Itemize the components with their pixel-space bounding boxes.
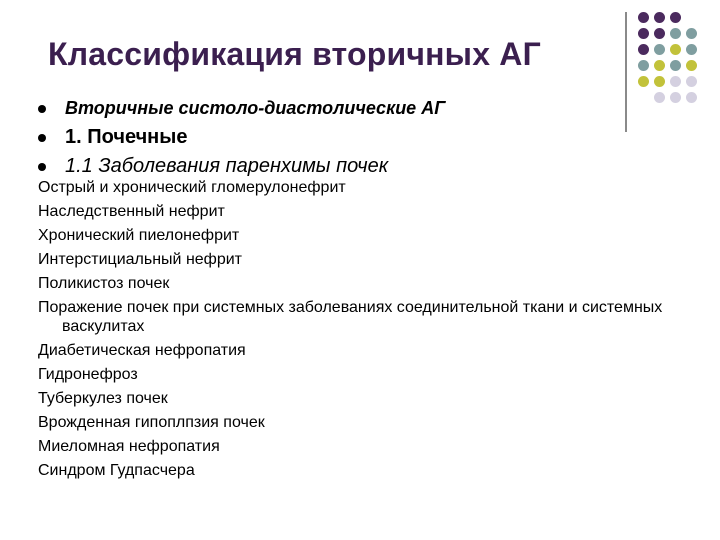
decorative-dot	[638, 28, 649, 39]
decorative-dot-grid	[638, 12, 697, 103]
decorative-dot	[654, 76, 665, 87]
bullet-item	[38, 94, 698, 123]
bullet-icon	[38, 134, 46, 142]
decorative-dot	[686, 12, 697, 23]
bullet-list	[38, 94, 698, 181]
decorative-dot	[686, 76, 697, 87]
decorative-dot	[686, 44, 697, 55]
decorative-dot	[686, 28, 697, 39]
bullet-secondary-ag: Вторичные систоло-диастолические АГ	[65, 98, 446, 118]
list-item: Интерстициальный нефрит	[38, 251, 242, 268]
decorative-dot	[670, 60, 681, 71]
decorative-dot	[638, 76, 649, 87]
decorative-dot	[654, 60, 665, 71]
list-item: Синдром Гудпасчера	[38, 462, 195, 479]
decorative-dot	[638, 60, 649, 71]
bullet-icon	[38, 163, 46, 171]
list-item: Наследственный нефрит	[38, 203, 225, 220]
bullet-parenchymal: 1.1 Заболевания паренхимы почек	[65, 155, 389, 177]
bullet-item	[38, 152, 698, 181]
decorative-dot	[670, 12, 681, 23]
decorative-dot	[654, 28, 665, 39]
bullet-renal: 1. Почечные	[65, 126, 188, 148]
decorative-dot	[654, 12, 665, 23]
bullet-item	[38, 123, 698, 152]
decorative-dot	[638, 44, 649, 55]
decorative-dot	[654, 44, 665, 55]
list-item: Хронический пиелонефрит	[38, 227, 240, 244]
list-item: Врожденная гипоплпзия почек	[38, 414, 265, 431]
list-item: Миеломная нефропатия	[38, 438, 220, 455]
decorative-dot	[670, 28, 681, 39]
list-item: Поражение почек при системных заболеваниях соединительной ткани и системных васкулитах	[38, 299, 663, 335]
list-item: Острый и хронический гломерулонефрит	[38, 179, 346, 196]
decorative-dot	[638, 12, 649, 23]
decorative-dot	[670, 44, 681, 55]
decorative-dot	[686, 60, 697, 71]
list-item: Туберкулез почек	[38, 390, 168, 407]
slide-title: Классификация вторичных АГ	[48, 36, 541, 72]
bullet-icon	[38, 105, 46, 113]
list-item: Поликистоз почек	[38, 275, 170, 292]
list-item: Гидронефроз	[38, 366, 138, 383]
disease-list	[38, 178, 710, 485]
decorative-dot	[670, 76, 681, 87]
list-item: Диабетическая нефропатия	[38, 342, 246, 359]
